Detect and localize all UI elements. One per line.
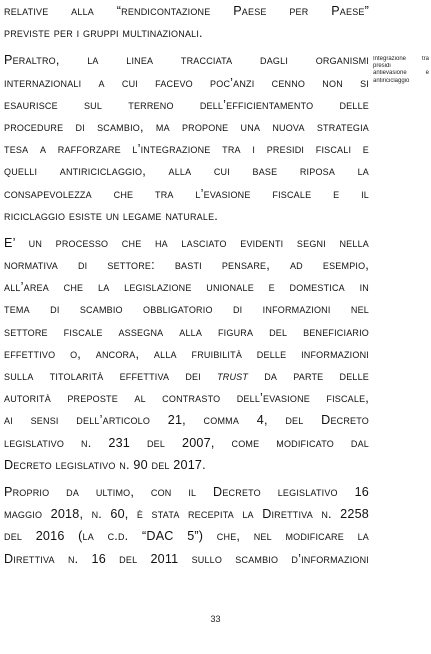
- text-line: quelli antiriciclaggio, alla cui base riposa la: [4, 164, 369, 179]
- text-line: relative alla “rendicontazione Paese per Paese”: [4, 4, 369, 18]
- text-fragment: da parte delle: [264, 369, 369, 383]
- margin-note-line: antiriciclaggio: [373, 77, 410, 84]
- text-line-with-italic: [4, 365, 369, 387]
- text-line: Decreto legislativo n. 90 del 2017.: [4, 457, 206, 472]
- text-line: tema di scambio obbligatorio di informazioni nel: [4, 302, 369, 317]
- text-line: consapevolezza che tra l’evasione fiscale e il: [4, 186, 369, 201]
- body-text: [4, 0, 369, 570]
- margin-note-line: presidi: [373, 63, 391, 70]
- text-line: Direttiva n. 16 del 2011 sullo scambio d’informazioni: [4, 551, 369, 566]
- paragraph: [4, 232, 369, 476]
- margin-note-line: Integrazione tra: [373, 56, 429, 62]
- text-line: riciclaggio esiste un legame naturale.: [4, 208, 218, 223]
- text-fragment: sulla titolarità effettiva dei: [4, 369, 201, 383]
- text-line: internazionali a cui facevo poc’anzi cenno non si: [4, 75, 369, 90]
- italic-term: trust: [217, 369, 249, 383]
- page-number: 33: [210, 614, 221, 624]
- text-line: settore fiscale assegna alla figura del beneficiario: [4, 324, 369, 339]
- text-line: maggio 2018, n. 60, è stata recepita la Direttiva n. 2258: [4, 507, 369, 522]
- text-line: normativa di settore: basti pensare, ad esempio,: [4, 258, 369, 273]
- text-line: procedure di scambio, ma propone una nuova strategia: [4, 119, 369, 134]
- text-line: esaurisce sul terreno dell’efficientamento delle: [4, 97, 369, 112]
- text-line: Proprio da ultimo, con il Decreto legislativo 16: [4, 484, 369, 499]
- margin-note-line: antievasione e: [373, 70, 429, 77]
- margin-note: [373, 56, 429, 85]
- text-line: ai sensi dell’articolo 21, comma 4, del Decreto: [4, 413, 369, 428]
- text-line: E’ un processo che ha lasciato evidenti segni nella: [4, 235, 369, 250]
- text-line: tesa a rafforzare l’integrazione tra i presidi fiscali e: [4, 142, 369, 157]
- paragraph: [4, 49, 369, 227]
- text-line: effettivo o, ancora, alla fruibilità delle informazioni: [4, 346, 369, 361]
- paragraph: [4, 0, 369, 44]
- text-line: previste per i gruppi multinazionali.: [4, 26, 203, 41]
- text-line: all’area che la legislazione unionale e domestica in: [4, 280, 369, 295]
- text-line: del 2016 (la c.d. “DAC 5”) che, nel modificare la: [4, 529, 369, 544]
- text-line: autorità preposte al contrasto dell’evasione fiscale,: [4, 391, 369, 406]
- text-line: legislativo n. 231 del 2007, come modificato dal: [4, 435, 369, 450]
- text-line: Peraltro, la linea tracciata dagli organismi: [4, 53, 369, 68]
- paragraph: [4, 481, 369, 570]
